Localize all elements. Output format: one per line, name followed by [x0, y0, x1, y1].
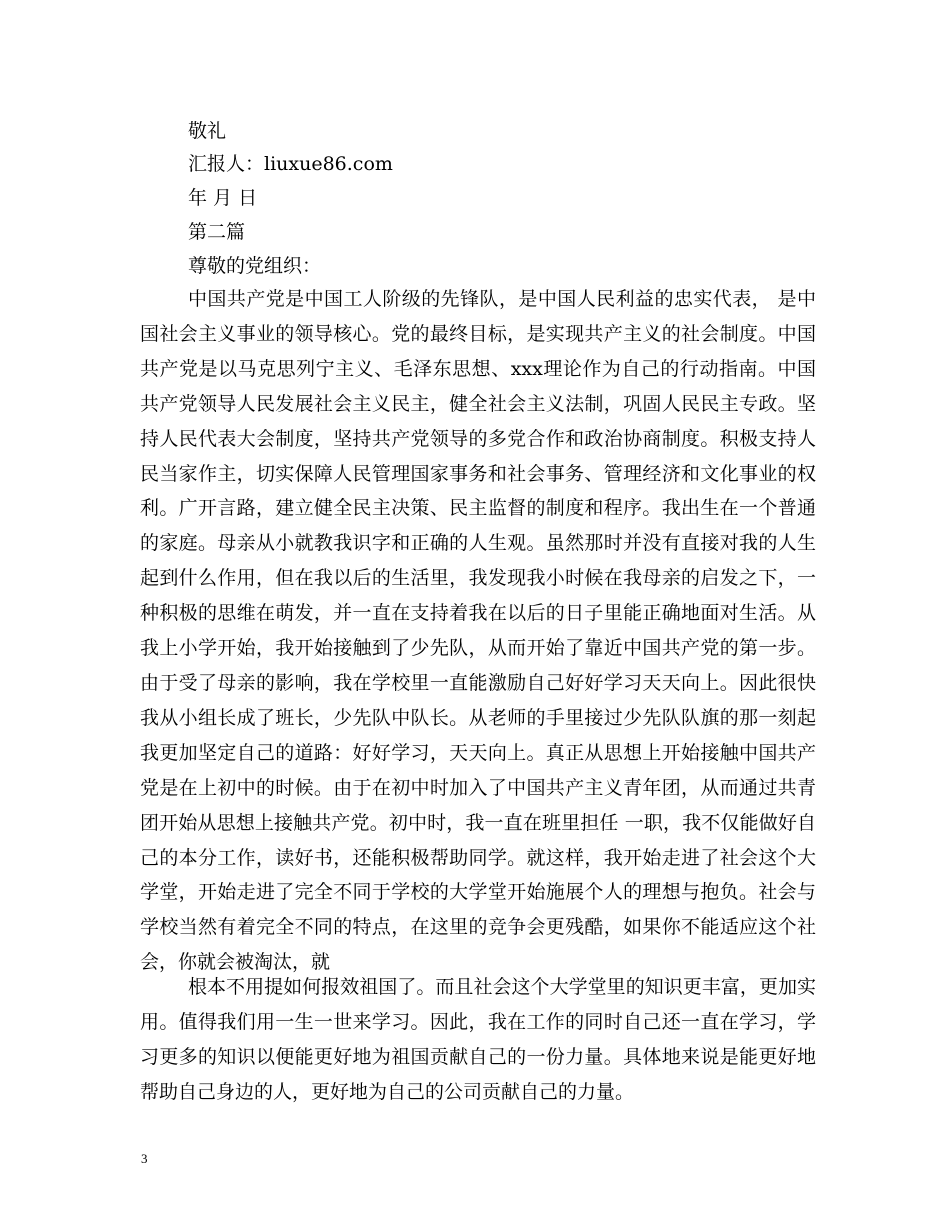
salutation: 尊敬的党组织： — [188, 255, 322, 277]
body-paragraph-2: 根本不用提如何报效祖国了。而且社会这个大学堂里的知识更丰富，更加实用。值得我们用一生一世来学习。因此，我在工作的同时自己还一直在学习，学习更多的知识以便能更好地为祖国贡献自己的一份力量。具体地来说是能更好地帮助自己身边的人，更好地为自己的公司贡献自己的力量。 — [140, 976, 816, 1103]
reporter-line: 汇报人：liuxue86.com — [188, 153, 393, 175]
closing-text: 敬礼 — [188, 120, 227, 142]
section-title: 第二篇 — [188, 221, 246, 243]
body-paragraph-1: 中国共产党是中国工人阶级的先锋队，是中国人民利益的忠实代表， 是中国社会主义事业的领导核心。党的最终目标，是实现共产主义的社会制度。中国共产党是以马克思列宁主义、毛泽东思想、xxx理论作为自己的行动指南。中国共产党领导人民发展社会主义民主，健全社会主义法制，巩固人民民主专政。坚持人民代表大会制度，坚持共产党领导的多党合作和政治协商制度。积极支持人民当家作主，切实保障人民管理国家事务和社会事务、管理经济和文化事业的权利。广开言路，建立健全民主决策、民主监督的制度和程序。我出生在一个普通的家庭。母亲从小就教我识字和正确的人生观。虽然那时并没有直接对我的人生起到什么作用，但在我以后的生活里，我发现我小时候在我母亲的启发之下，一种积极的思维在萌发，并一直在支持着我在以后的日子里能正确地面对生活。从我上小学开始，我开始接触到了少先队，从而开始了靠近中国共产党的第一步。由于受了母亲的影响，我在学校里一直能激励自己好好学习天天向上。因此很快我从小组长成了班长，少先队中队长。从老师的手里接过少先队队旗的那一刻起我更加坚定自己的道路：好好学习，天天向上。真正从思想上开始接触中国共产党是在上初中的时候。由于在初中时加入了中国共产主义青年团，从而通过共青团开始从思想上接触共产党。初中时，我一直在班里担任 一职，我不仅能做好自己的本分工作，读好书，还能积极帮助同学。就这样，我开始走进了社会这个大学堂，开始走进了完全不同于学校的大学堂开始施展个人的理想与抱负。社会与学校当然有着完全不同的特点，在这里的竞争会更残酷，如果你不能适应这个社会，你就会被淘汰，就 — [140, 288, 816, 974]
date-line: 年 月 日 — [188, 187, 258, 209]
page-number: 3 — [141, 1151, 148, 1166]
